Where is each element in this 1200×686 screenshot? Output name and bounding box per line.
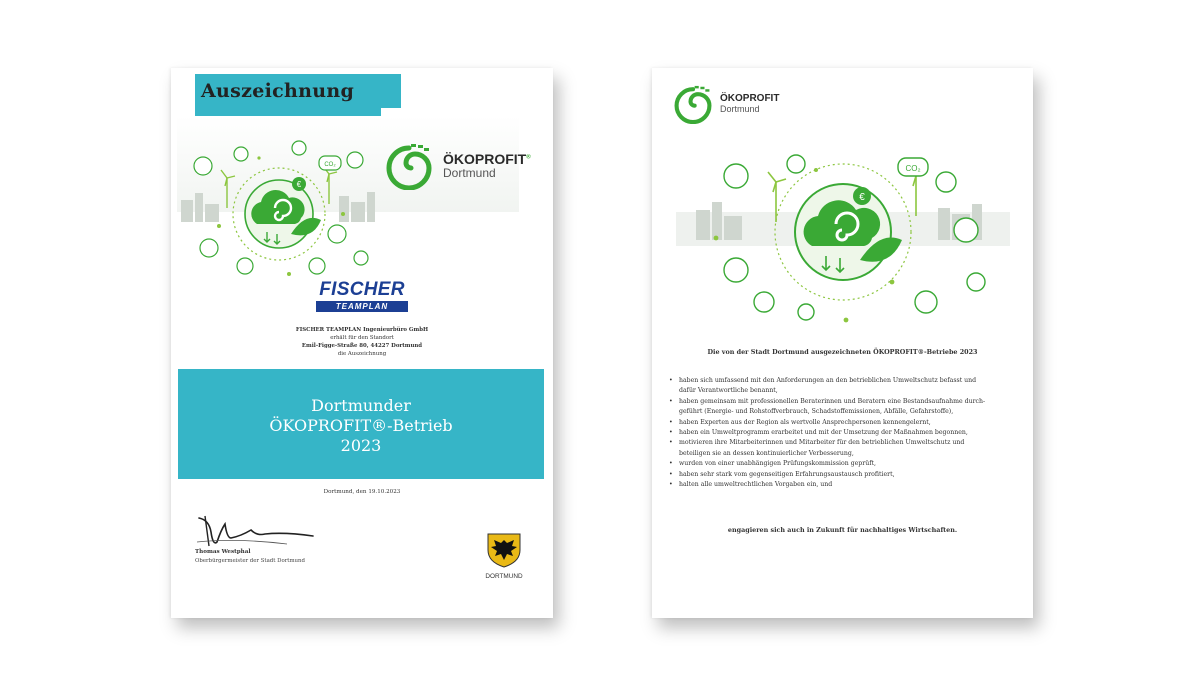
recipient-address: Emil-Figge-Straße 80, 44227 Dortmund bbox=[301, 343, 423, 349]
criteria-closing: engagieren sich auch in Zukunft für nachhaltiges Wirtschaften. bbox=[727, 526, 958, 534]
criteria-item: • haben ein Umweltprogramm erarbeitet und mit der Umsetzung der Maßnahmen begonnen, bbox=[666, 428, 1021, 438]
logo-registered-mark: ® bbox=[526, 154, 531, 161]
company-logo-sub: TEAMPLAN bbox=[316, 301, 408, 312]
criteria-item: • haben gemeinsam mit professionellen Beraterinnen und Beratern eine Bestandsaufnahme durch- bbox=[666, 397, 1021, 407]
signer-role: Oberbürgermeister der Stadt Dortmund bbox=[195, 558, 305, 564]
criteria-heading: Die von der Stadt Dortmund ausgezeichneten ÖKOPROFIT®-Betriebe 2023 bbox=[707, 348, 978, 356]
criteria-item: • haben Experten aus der Region als wertvolle Ansprechpersonen kennengelernt, bbox=[666, 418, 1021, 428]
recipient-company: FISCHER TEAMPLAN Ingenieurbüro GmbH bbox=[295, 327, 429, 333]
euro-symbol: € bbox=[859, 192, 865, 203]
award-title-band bbox=[178, 369, 544, 479]
award-title: Auszeichnung bbox=[201, 80, 355, 102]
crest-label: DORTMUND bbox=[485, 573, 523, 580]
award-main-title-year: 2023 bbox=[340, 436, 382, 455]
logo-city: Dortmund bbox=[720, 103, 760, 114]
euro-symbol: € bbox=[296, 180, 302, 189]
oekoprofit-swirl-icon bbox=[670, 84, 716, 124]
logo-city: Dortmund bbox=[443, 166, 496, 181]
eagle-crest-icon bbox=[485, 532, 523, 568]
criteria-item: • motivieren ihre Mitarbeiterinnen und Mitarbeiter für den betrieblichen Umweltschutz und bbox=[666, 438, 1021, 448]
co2-label: CO₂ bbox=[324, 162, 336, 168]
oekoprofit-logo bbox=[381, 142, 531, 190]
criteria-item: • wurden von einer unabhängigen Prüfungskommission geprüft, bbox=[666, 459, 1021, 469]
dortmund-crest bbox=[485, 532, 523, 580]
logo-name: ÖKOPROFIT bbox=[443, 151, 527, 168]
oekoprofit-swirl-icon bbox=[381, 142, 437, 190]
criteria-item-continuation: dafür Verantwortliche benannt, bbox=[679, 387, 778, 395]
sustainability-illustration bbox=[179, 138, 379, 283]
recipient-block bbox=[231, 326, 493, 358]
criteria-item-continuation: beteiligen sie an dessen kontinuierlicher Verbesserung, bbox=[679, 449, 854, 457]
co2-label: CO₂ bbox=[905, 164, 921, 173]
recipient-line-4: die Auszeichnung bbox=[337, 351, 387, 357]
oekoprofit-logo-small bbox=[670, 84, 779, 124]
criteria-item-continuation: geführt (Energie- und Rohstoffverbrauch, Schadstoffemissionen, Abfälle, Gefahrstoffe), bbox=[679, 408, 954, 416]
logo-name: ÖKOPROFIT bbox=[720, 93, 780, 105]
sustainability-illustration-large bbox=[676, 152, 1010, 332]
award-certificate-page bbox=[171, 68, 553, 618]
award-date: Dortmund, den 19.10.2023 bbox=[323, 489, 401, 495]
company-logo-name: FISCHER bbox=[319, 279, 405, 300]
recipient-line-2: erhält für den Standort bbox=[330, 335, 394, 341]
signer-name: Thomas Westphal bbox=[195, 549, 251, 555]
criteria-item: • haben sehr stark vom gegenseitigen Erfahrungsaustausch profitiert, bbox=[666, 470, 1021, 480]
criteria-item: • haben sich umfassend mit den Anforderungen an den betrieblichen Umweltschutz befasst und bbox=[666, 376, 1021, 386]
criteria-page bbox=[652, 68, 1033, 618]
award-main-title-line-2: ÖKOPROFIT®-Betrieb bbox=[269, 416, 453, 435]
award-main-title-line-1: Dortmunder bbox=[311, 396, 411, 415]
handwritten-signature bbox=[191, 512, 331, 552]
criteria-list bbox=[666, 376, 1021, 490]
fischer-teamplan-logo bbox=[316, 280, 408, 312]
criteria-item: • halten alle umweltrechtlichen Vorgaben ein, und bbox=[666, 480, 1021, 490]
